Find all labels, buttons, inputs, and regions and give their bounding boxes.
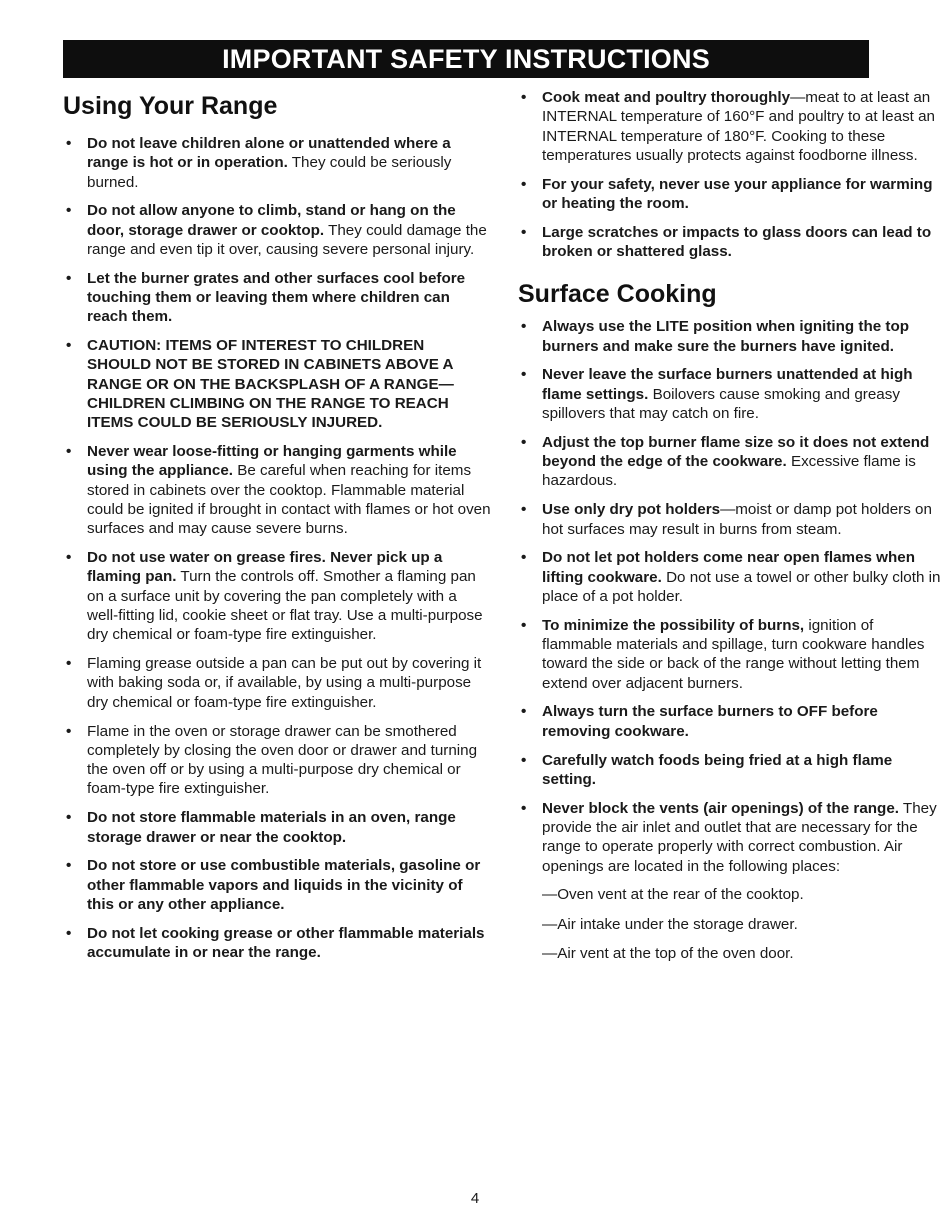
item-text: They could be seriously burned. [87, 154, 452, 191]
list-item [518, 433, 942, 491]
item-text: They could damage the range and even tip it over, causing severe personal injury. [87, 221, 487, 258]
item-bold-text: Do not allow anyone to climb, stand or hang on the door, storage drawer or cooktop. [87, 202, 456, 239]
using-range-list [63, 134, 491, 962]
page-number: 4 [470, 1190, 480, 1207]
list-item [518, 175, 942, 214]
list-item [63, 336, 491, 432]
bullet-icon: • [66, 337, 72, 355]
item-text: Boilovers cause smoking and greasy spillovers that may catch on fire. [542, 385, 900, 423]
bullet-icon: • [66, 202, 72, 220]
right-column [518, 88, 942, 973]
item-text: They provide the air inlet and outlet that are necessary for the range to operate properly with correct combustion. Air openings are located in the following places: [542, 799, 937, 875]
bullet-icon: • [66, 443, 72, 461]
bullet-icon: • [66, 809, 72, 827]
list-item [63, 722, 491, 799]
vent-location-item: —Air vent at the top of the oven door. [542, 944, 794, 962]
item-bold-text: Carefully watch foods being fried at a high flame setting. [542, 751, 893, 788]
list-item [63, 134, 491, 192]
item-bold-text: Do not use water on grease fires. Never pick up a flaming pan. [87, 549, 443, 586]
list-item [518, 88, 942, 165]
bullet-icon: • [66, 549, 72, 567]
bullet-icon: • [66, 857, 72, 875]
item-text: —moist or damp pot holders on hot surfaces may result in burns from steam. [542, 501, 932, 538]
list-item [63, 442, 491, 538]
bullet-icon: • [66, 655, 72, 673]
item-text: Flaming grease outside a pan can be put out by covering it with baking soda or, if available, by using a multi-purpose dry chemical or foam-type fire extinguisher. [87, 655, 482, 711]
item-bold-text: Cook meat and poultry thoroughly [542, 89, 791, 106]
bullet-icon: • [521, 366, 527, 384]
item-bold-text: Adjust the top burner flame size so it does not extend beyond the edge of the cookware. [542, 433, 930, 471]
list-item [518, 616, 942, 693]
banner-title: IMPORTANT SAFETY INSTRUCTIONS [222, 43, 710, 74]
list-item [63, 269, 491, 327]
item-text: Flame in the oven or storage drawer can be smothered completely by closing the oven door or drawer and turning the oven off or by using a multi-purpose dry chemical or foam-type fire extinguisher. [87, 722, 478, 798]
item-bold-text: To minimize the possibility of burns, [542, 616, 805, 634]
bullet-icon: • [66, 269, 72, 287]
bullet-icon: • [66, 722, 72, 740]
safety-banner [63, 40, 869, 78]
bullet-icon: • [66, 924, 72, 942]
surface-cooking-list [518, 317, 942, 875]
item-text: Do not use a towel or other bulky cloth in place of a pot holder. [542, 568, 941, 605]
list-item [63, 808, 491, 847]
bullet-icon: • [521, 751, 527, 769]
item-bold-text: For your safety, never use your appliance for warming or heating the room. [542, 175, 933, 212]
item-bold-text: Never leave the surface burners unattended at high flame settings. [542, 366, 913, 403]
item-bold-text: Always turn the surface burners to OFF before removing cookware. [542, 703, 878, 740]
section-heading-using-your-range: Using Your Range [63, 92, 278, 120]
item-bold-text: Do not store or use combustible materials, gasoline or other flammable vapors and liquids in the vicinity of this or any other appliance. [87, 857, 481, 913]
general-safety-list [518, 88, 942, 261]
item-bold-text: Large scratches or impacts to glass doors can lead to broken or shattered glass. [542, 223, 932, 261]
bullet-icon: • [521, 549, 527, 567]
item-bold-text: Always use the LITE position when igniting the top burners and make sure the burners have ignited. [542, 318, 910, 355]
vent-location-item: —Air intake under the storage drawer. [542, 915, 798, 933]
list-item [518, 317, 942, 356]
bullet-icon: • [521, 318, 527, 336]
bullet-icon: • [521, 89, 527, 106]
list-item [518, 500, 942, 539]
list-item [63, 924, 491, 963]
bullet-icon: • [521, 616, 527, 634]
bullet-icon: • [521, 433, 527, 451]
bullet-icon: • [66, 135, 72, 152]
list-item [63, 548, 491, 644]
item-text: Excessive flame is hazardous. [542, 453, 916, 490]
section-heading-surface-cooking: Surface Cooking [518, 280, 717, 309]
bullet-icon: • [521, 175, 527, 193]
vent-location-item: —Oven vent at the rear of the cooktop. [542, 886, 804, 904]
item-bold-text: Let the burner grates and other surfaces cool before touching them or leaving them where children can reach them. [87, 269, 466, 326]
list-item [518, 702, 942, 741]
item-bold-text: Never wear loose-fitting or hanging garments while using the appliance. [87, 443, 457, 480]
list-item [63, 201, 491, 259]
item-bold-text: Use only dry pot holders [542, 501, 721, 519]
item-bold-text: Do not let cooking grease or other flammable materials accumulate in or near the range. [87, 924, 485, 961]
item-bold-text: CAUTION: ITEMS OF INTEREST TO CHILDREN SHOULD NOT BE STORED IN CABINETS ABOVE A RANGE OR ON THE BACKSPLASH OF A RANGE— CHILDREN CLIMBING ON THE RANGE TO REACH ITEMS COULD BE SERIOUSLY INJURED. [87, 337, 454, 432]
item-text: —meat to at least an INTERNAL temperature of 160°F and poultry to at least an INTERNAL temperature of 180°F. Cooking to these temperatures usually protects against foodborne illness. [542, 89, 935, 164]
list-item [518, 751, 942, 790]
item-text: Be careful when reaching for items stored in cabinets over the cooktop. Flammable material could be ignited if brought in contact with flames or hot oven surfaces and may cause severe burns. [87, 462, 491, 538]
left-column [63, 88, 491, 972]
bullet-icon: • [521, 223, 527, 241]
item-text: ignition of flammable materials and spillage, turn cookware handles toward the side or back of the range without letting them extend over adjacent burners. [542, 616, 925, 692]
bullet-icon: • [521, 703, 527, 721]
list-item [63, 856, 491, 914]
item-bold-text: Do not let pot holders come near open flames when lifting cookware. [542, 549, 915, 586]
vent-locations [518, 885, 942, 963]
list-item [63, 654, 491, 712]
list-item [518, 365, 942, 423]
list-item [518, 799, 942, 876]
list-item [518, 548, 942, 606]
item-bold-text: Never block the vents (air openings) of the range. [542, 799, 899, 817]
item-bold-text: Do not store flammable materials in an oven, range storage drawer or near the cooktop. [87, 809, 456, 846]
item-text: Turn the controls off. Smother a flaming pan on a surface unit by covering the pan completely with a well-fitting lid, cookie sheet or flat tray. Use a multi-purpose dry chemical or foam-type fire extinguisher. [87, 568, 483, 644]
list-item [518, 223, 942, 262]
bullet-icon: • [521, 799, 527, 817]
bullet-icon: • [521, 501, 527, 519]
item-bold-text: Do not leave children alone or unattended where a range is hot or in operation. [87, 135, 451, 172]
